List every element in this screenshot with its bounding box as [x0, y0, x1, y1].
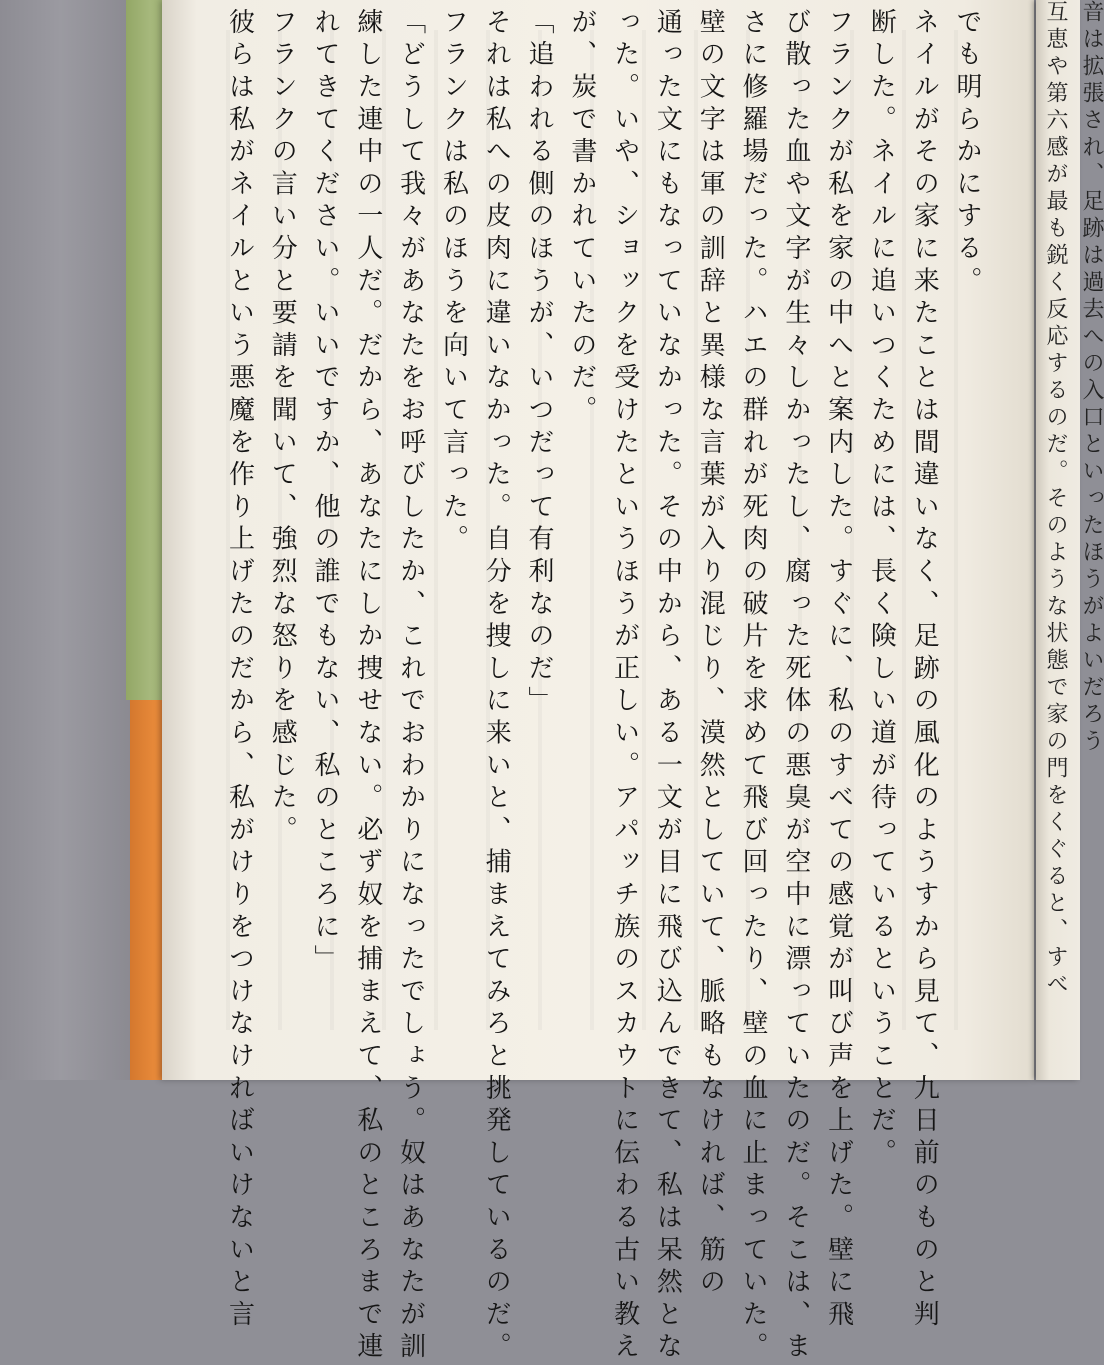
text-line: び散った血や文字が生々しかったし、腐った死体の悪臭が空中に漂っていたのだ。そこは、ま — [780, 8, 811, 1365]
dialogue-line: 練した連中の一人だ。だから、あなたにしか捜せない。必ず奴を捕まえて、私のところまで連 — [352, 8, 383, 1365]
text-line: フランクの言い分と要請を聞いて、強烈な怒りを感じた。 — [267, 8, 298, 848]
background-surface — [0, 0, 135, 1080]
dialogue-line: 「追われる側のほうが、いつだって有利なのだ」 — [524, 8, 555, 719]
text-line: フランクが私を家の中へと案内した。すぐに、私のすべての感覚が叫び声を上げた。壁に飛 — [823, 8, 854, 1333]
text-line: 断した。ネイルに追いつくためには、長く険しい道が待っているということだ。 — [866, 8, 897, 1171]
adjacent-page-edge — [1036, 0, 1104, 1080]
text-line: でも明らかにする。 — [952, 8, 982, 299]
text-line: が、炭で書かれていたのだ。 — [566, 8, 597, 428]
adjacent-text-line: 互恵や第六感が最も鋭く反応するのだ。そのような状態で家の門をくぐると、すべ — [1043, 0, 1068, 999]
text-line: フランクは私のほうを向いて言った。 — [438, 8, 469, 558]
dialogue-line: れてきてください。いいですか、他の誰でもない、私のところに」 — [310, 8, 341, 977]
adjacent-page-text — [1044, 0, 1102, 1080]
vertical-text-block — [224, 8, 982, 1365]
text-line: それは私への皮肉に違いなかった。自分を捜しに来いと、捕まえてみろと挑発しているのだ。 — [481, 8, 512, 1365]
text-line: ネイルがその家に来たことは間違いなく、足跡の風化のようすから見て、九日前のものと判 — [909, 8, 940, 1333]
dialogue-line: 「どうして我々があなたをお呼びしたか、これでおわかりになったでしょう。奴はあなたが訓 — [395, 8, 426, 1365]
adjacent-text-line: 音は拡張され、足跡は過去への入口といったほうがよいだろう — [1079, 0, 1104, 756]
text-line: った。いや、ショックを受けたというほうが正しい。アパッチ族のスカウトに伝わる古い教え — [609, 8, 640, 1365]
text-line: さに修羅場だった。ハエの群れが死肉の破片を求めて飛び回ったり、壁の血に止まっていた。 — [738, 8, 769, 1365]
text-line: 通った文にもなっていなかった。その中から、ある一文が目に飛び込んできて、私は呆然とな — [652, 8, 683, 1365]
text-line: 彼らは私がネイルという悪魔を作り上げたのだから、私がけりをつけなければいけないと言 — [224, 8, 255, 1333]
text-line: 壁の文字は軍の訓辞と異様な言葉が入り混じり、漠然としていて、脈略もなければ、筋の — [695, 8, 726, 1300]
